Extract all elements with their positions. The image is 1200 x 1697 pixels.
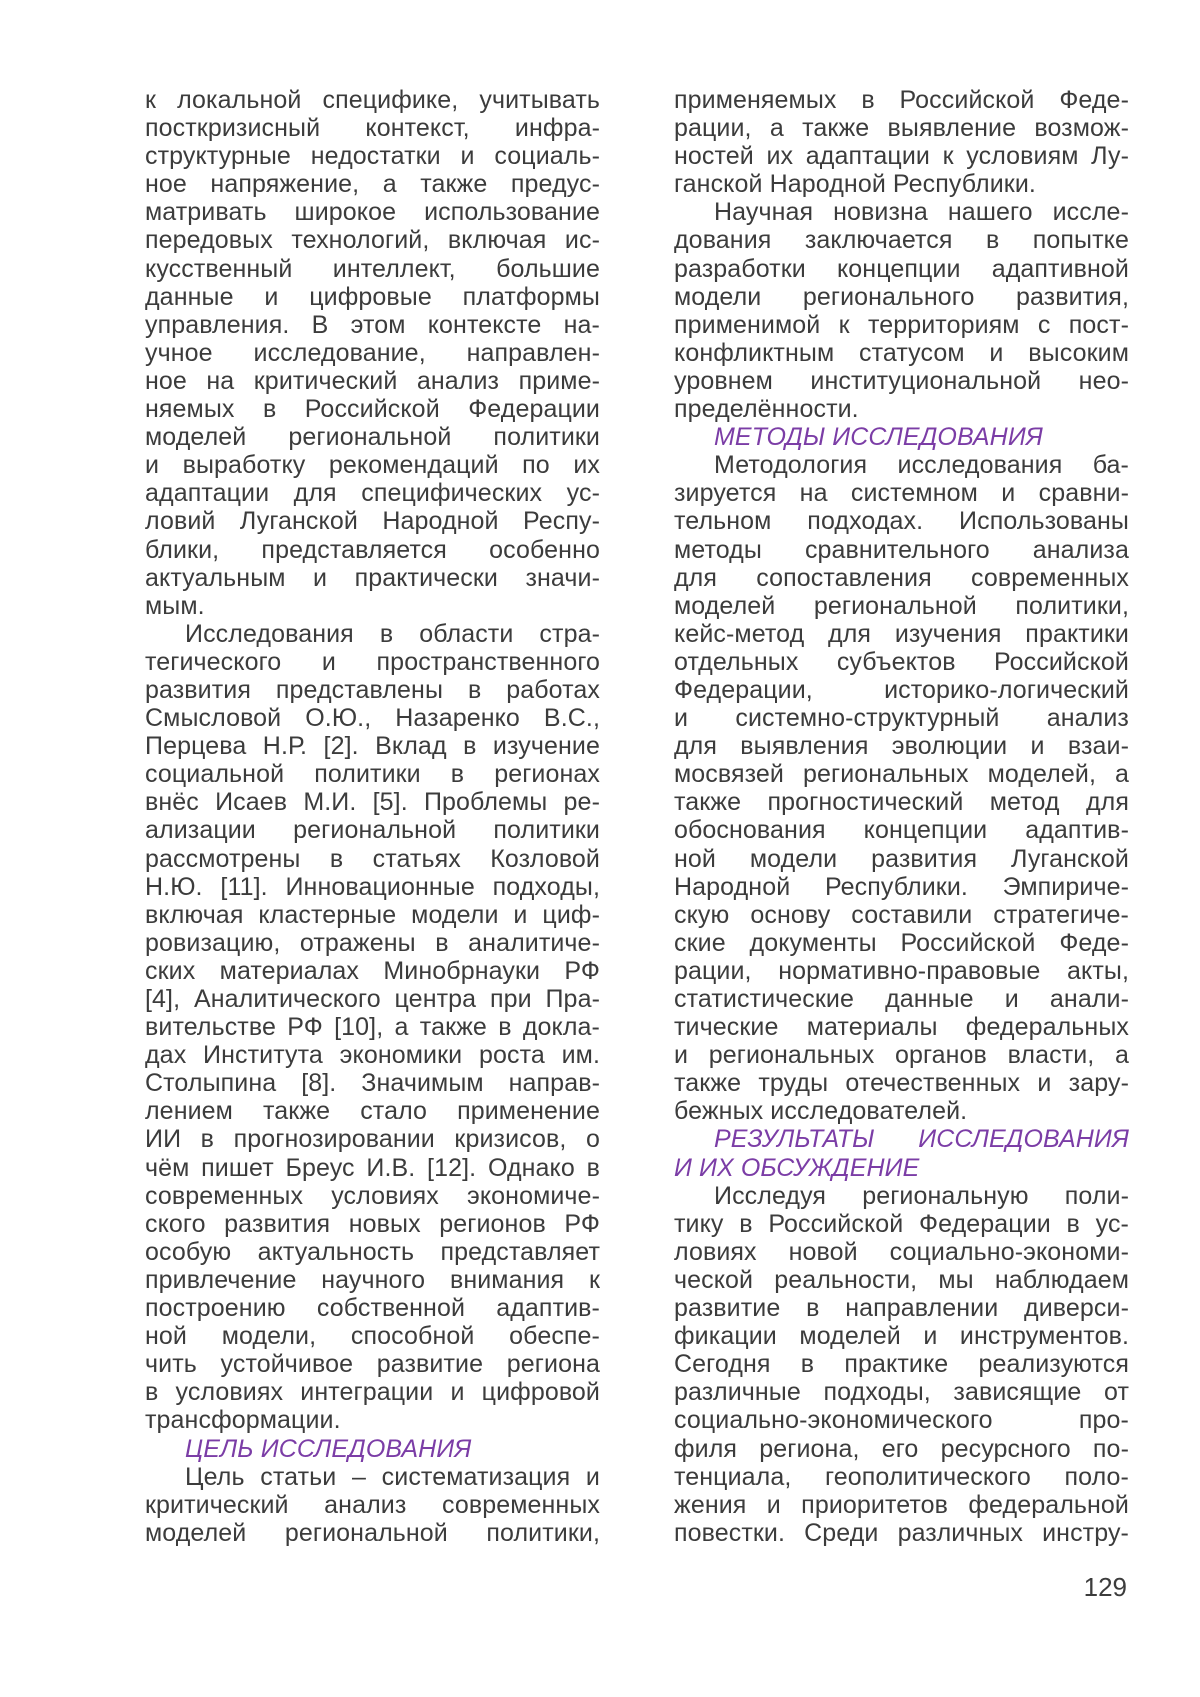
text-line: обоснования концепции адаптив-	[674, 816, 1129, 845]
text-line: модели регионального развития,	[674, 282, 1129, 311]
text-line: Н.Ю. [11]. Инновационные подходы,	[145, 872, 600, 901]
paragraph	[674, 451, 1129, 1125]
text-line: трансформации.	[145, 1406, 341, 1435]
text-line: ческой реальности, мы наблюдаем	[674, 1265, 1129, 1294]
text-line: моделей региональной политики,	[674, 591, 1129, 620]
text-line: современных условиях экономиче-	[145, 1181, 600, 1210]
text-line: отдельных субъектов Российской	[674, 647, 1129, 676]
text-line: Методология исследования ба-	[714, 451, 1129, 480]
text-line: применяемых в Российской Феде-	[674, 86, 1129, 114]
text-line: пределённости.	[674, 395, 859, 424]
text-line: адаптации для специфических ус-	[145, 479, 600, 508]
text-line: тенциала, геополитического поло-	[674, 1462, 1129, 1491]
text-line: внёс Исаев М.И. [5]. Проблемы ре-	[145, 788, 600, 817]
text-line: Исследования в области стра-	[185, 619, 600, 648]
text-line: тику в Российской Федерации в ус-	[674, 1209, 1129, 1238]
text-line: ганской Народной Республики.	[674, 170, 1036, 199]
text-line: данные и цифровые платформы	[145, 282, 600, 311]
text-line: тельном подходах. Использованы	[674, 507, 1129, 536]
text-line: ровизацию, отражены в аналитиче-	[145, 928, 600, 957]
text-line: методы сравнительного анализа	[674, 535, 1129, 564]
text-line: жения и приоритетов федеральной	[674, 1490, 1129, 1519]
section-heading	[674, 1125, 1129, 1181]
text-line: ной модели, способной обеспе-	[145, 1322, 600, 1351]
text-line: ловий Луганской Народной Респу-	[145, 507, 600, 536]
text-line: тегического и пространственного	[145, 647, 600, 676]
text-line: ского развития новых регионов РФ	[145, 1209, 600, 1238]
text-line: структурные недостатки и социаль-	[145, 142, 600, 171]
text-line: ские документы Российской Феде-	[674, 928, 1129, 957]
text-line: различные подходы, зависящие от	[674, 1378, 1129, 1407]
text-line: Народной Республики. Эмпириче-	[674, 872, 1129, 901]
text-line: посткризисный контекст, инфра-	[145, 114, 600, 143]
text-line: и региональных органов власти, а	[674, 1041, 1129, 1070]
text-line: особую актуальность представляет	[145, 1237, 600, 1266]
text-line: и выработку рекомендаций по их	[145, 451, 600, 480]
heading-line: И ИХ ОБСУЖДЕНИЕ	[674, 1153, 920, 1182]
text-line: моделей региональной политики,	[145, 1518, 600, 1547]
text-line: в условиях интеграции и цифровой	[145, 1378, 600, 1407]
text-line: кусственный интеллект, большие	[145, 254, 600, 283]
text-line: тические материалы федеральных	[674, 1013, 1129, 1042]
text-line: чить устойчивое развитие региона	[145, 1350, 600, 1379]
text-line: Научная новизна нашего иссле-	[714, 198, 1129, 227]
text-line: мосвязей региональных моделей, а	[674, 760, 1129, 789]
text-line: матривать широкое использование	[145, 198, 600, 227]
text-line: развития представлены в работах	[145, 675, 600, 704]
text-line: [4], Аналитического центра при Пра-	[145, 985, 600, 1013]
text-line: ное напряжение, а также предус-	[145, 170, 600, 199]
text-line: вительстве РФ [10], а также в докла-	[145, 1013, 600, 1042]
text-line: передовых технологий, включая ис-	[145, 226, 600, 255]
text-line: повестки. Среди различных инстру-	[674, 1518, 1129, 1547]
heading-line: МЕТОДЫ ИССЛЕДОВАНИЯ	[714, 423, 1043, 452]
text-line: рассмотрены в статьях Козловой	[145, 844, 600, 873]
text-line: филя региона, его ресурсного по-	[674, 1434, 1129, 1463]
text-line: лением также стало применение	[145, 1097, 600, 1126]
text-line: статистические данные и анали-	[674, 985, 1129, 1013]
text-line: также прогностический метод для	[674, 788, 1129, 817]
text-line: применимой к территориям с пост-	[674, 310, 1129, 339]
text-line: учное исследование, направлен-	[145, 338, 600, 367]
text-line: Сегодня в практике реализуются	[674, 1350, 1129, 1379]
text-line: мым.	[145, 591, 205, 620]
text-line: ностей их адаптации к условиям Лу-	[674, 142, 1129, 171]
text-line: социально-экономического про-	[674, 1406, 1129, 1435]
paragraph	[674, 1182, 1129, 1547]
text-line: рации, нормативно-правовые акты,	[674, 956, 1129, 985]
text-line: развитие в направлении диверси-	[674, 1294, 1129, 1323]
text-line: актуальным и практически значи-	[145, 563, 600, 592]
paragraph	[145, 86, 600, 620]
text-line: рации, а также выявление возмож-	[674, 114, 1129, 143]
heading-line: РЕЗУЛЬТАТЫ ИССЛЕДОВАНИЯ	[714, 1125, 1129, 1154]
text-line: Федерации, историко-логический	[674, 675, 1129, 704]
text-line: построению собственной адаптив-	[145, 1294, 600, 1323]
text-line: привлечение научного внимания к	[145, 1265, 600, 1294]
section-heading	[145, 1435, 600, 1463]
text-line: зируется на системном и сравни-	[674, 479, 1129, 508]
right-column	[674, 86, 1129, 1547]
text-line: кейс-метод для изучения практики	[674, 619, 1129, 648]
text-line: дах Института экономики роста им.	[145, 1041, 600, 1070]
paragraph	[145, 1463, 600, 1547]
text-line: скую основу составили стратегиче-	[674, 900, 1129, 929]
text-line: фикации моделей и инструментов.	[674, 1322, 1129, 1351]
text-line: ализации региональной политики	[145, 816, 600, 845]
text-line: ное на критический анализ приме-	[145, 366, 600, 395]
text-line: няемых в Российской Федерации	[145, 395, 600, 424]
text-line: включая кластерные модели и циф-	[145, 900, 600, 929]
text-line: ловиях новой социально-экономи-	[674, 1237, 1129, 1266]
text-line: Исследуя региональную поли-	[714, 1181, 1129, 1210]
text-line: бежных исследователей.	[674, 1097, 968, 1126]
text-line: блики, представляется особенно	[145, 535, 600, 564]
text-line: ских материалах Минобрнауки РФ	[145, 956, 600, 985]
text-line: ной модели развития Луганской	[674, 844, 1129, 873]
text-line: чём пишет Бреус И.В. [12]. Однако в	[145, 1153, 600, 1182]
paragraph	[145, 620, 600, 1435]
page-number: 129	[1083, 1572, 1127, 1602]
section-heading	[674, 423, 1129, 451]
paragraph	[674, 86, 1129, 198]
text-line: Смысловой О.Ю., Назаренко В.С.,	[145, 704, 600, 733]
text-line: к локальной специфике, учитывать	[145, 86, 600, 114]
text-line: Цель статьи – систематизация и	[185, 1462, 600, 1491]
text-line: уровнем институциональной нео-	[674, 366, 1129, 395]
text-line: Столыпина [8]. Значимым направ-	[145, 1069, 600, 1098]
text-line: разработки концепции адаптивной	[674, 254, 1129, 283]
text-line: критический анализ современных	[145, 1490, 600, 1519]
text-line: ИИ в прогнозировании кризисов, о	[145, 1125, 600, 1154]
heading-line: ЦЕЛЬ ИССЛЕДОВАНИЯ	[185, 1434, 472, 1463]
paragraph	[674, 198, 1129, 423]
text-line: и системно-структурный анализ	[674, 704, 1129, 733]
text-line: для выявления эволюции и взаи-	[674, 732, 1129, 761]
left-column	[145, 86, 600, 1547]
text-line: также труды отечественных и зару-	[674, 1069, 1129, 1098]
text-line: конфликтным статусом и высоким	[674, 338, 1129, 367]
text-line: моделей региональной политики	[145, 423, 600, 452]
text-line: социальной политики в регионах	[145, 760, 600, 789]
page-content	[145, 86, 1129, 1547]
text-line: Перцева Н.Р. [2]. Вклад в изучение	[145, 732, 600, 761]
text-line: управления. В этом контексте на-	[145, 310, 600, 339]
text-line: дования заключается в попытке	[674, 226, 1129, 255]
text-line: для сопоставления современных	[674, 563, 1129, 592]
